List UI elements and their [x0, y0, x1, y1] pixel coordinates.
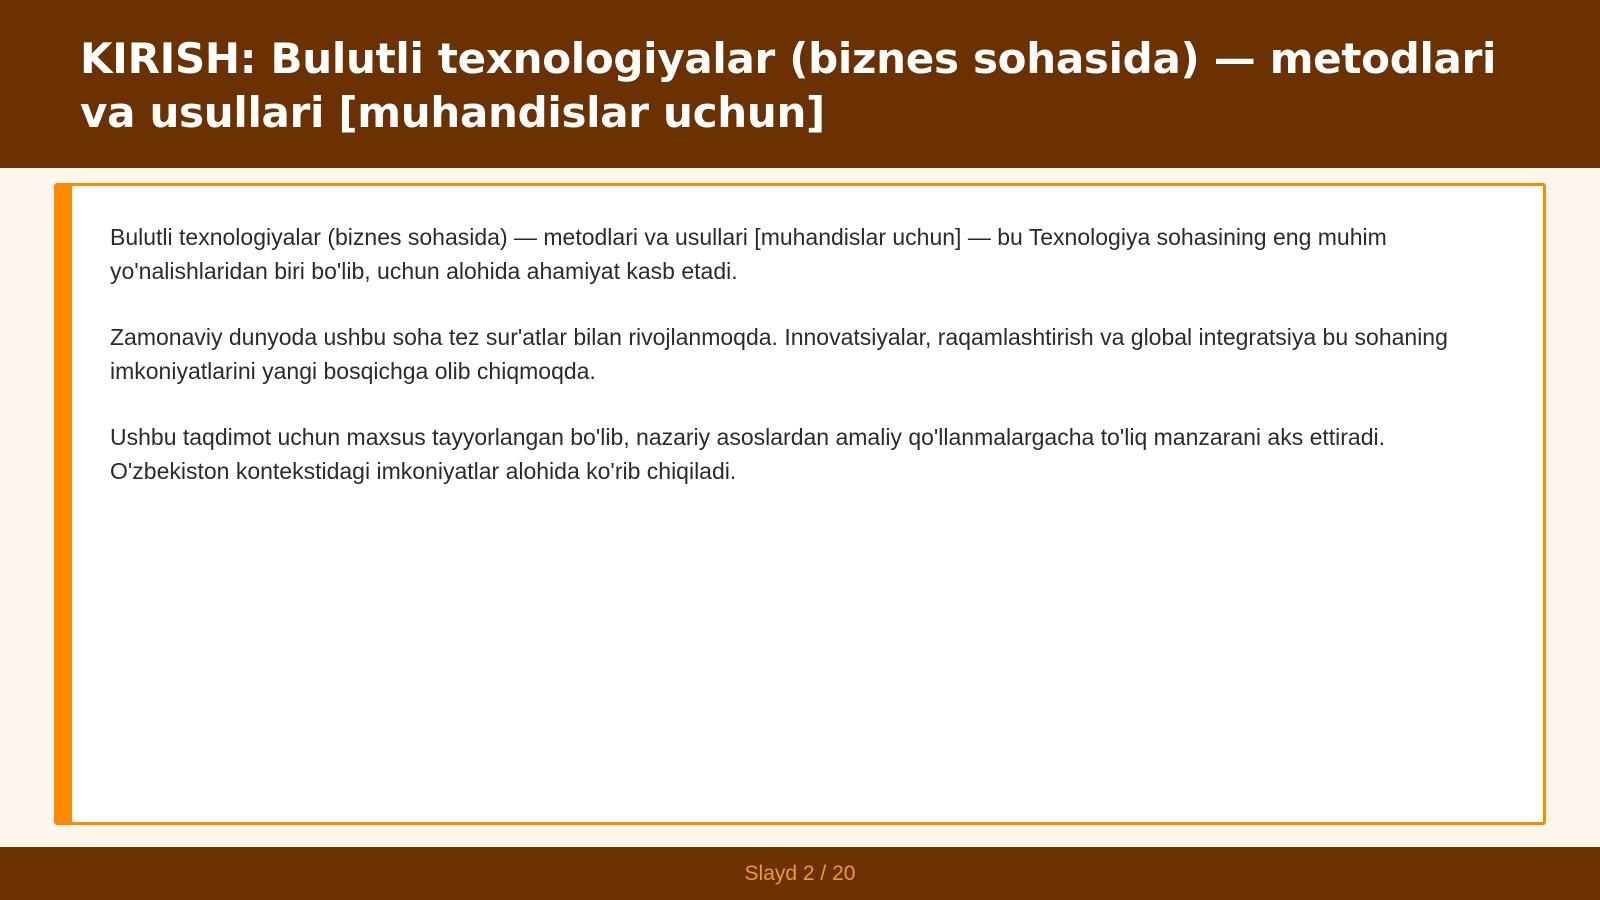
slide-title: KIRISH: Bulutli texnologiyalar (biznes sohasida) — metodlari va usullari [muhandislar uchun] [80, 34, 1497, 137]
slide-counter: Slayd 2 / 20 [744, 861, 856, 885]
presentation-paragraph: Ushbu taqdimot uchun maxsus tayyorlangan bo'lib, nazariy asoslardan amaliy qo'llanmalargacha to'liq manzarani aks ettiradi. O'zbekiston kontekstidagi imkoniyatlar alohida ko'rib chiqiladi. [110, 424, 1386, 484]
slide-footer [0, 847, 1600, 900]
content-card [54, 183, 1546, 825]
development-paragraph: Zamonaviy dunyoda ushbu soha tez sur'atlar bilan rivojlanmoqda. Innovatsiyalar, raqamlashtirish va global integratsiya bu sohaning imkoniyatlarini yangi bosqichga olib chiqmoqda. [110, 324, 1448, 384]
slide-header [0, 0, 1600, 168]
intro-paragraph: Bulutli texnologiyalar (biznes sohasida) — metodlari va usullari [muhandislar uchun] — bu Texnologiya sohasining eng muhim yo'nalishlaridan biri bo'lib, uchun alohida ahamiyat kasb etadi. [110, 224, 1387, 284]
